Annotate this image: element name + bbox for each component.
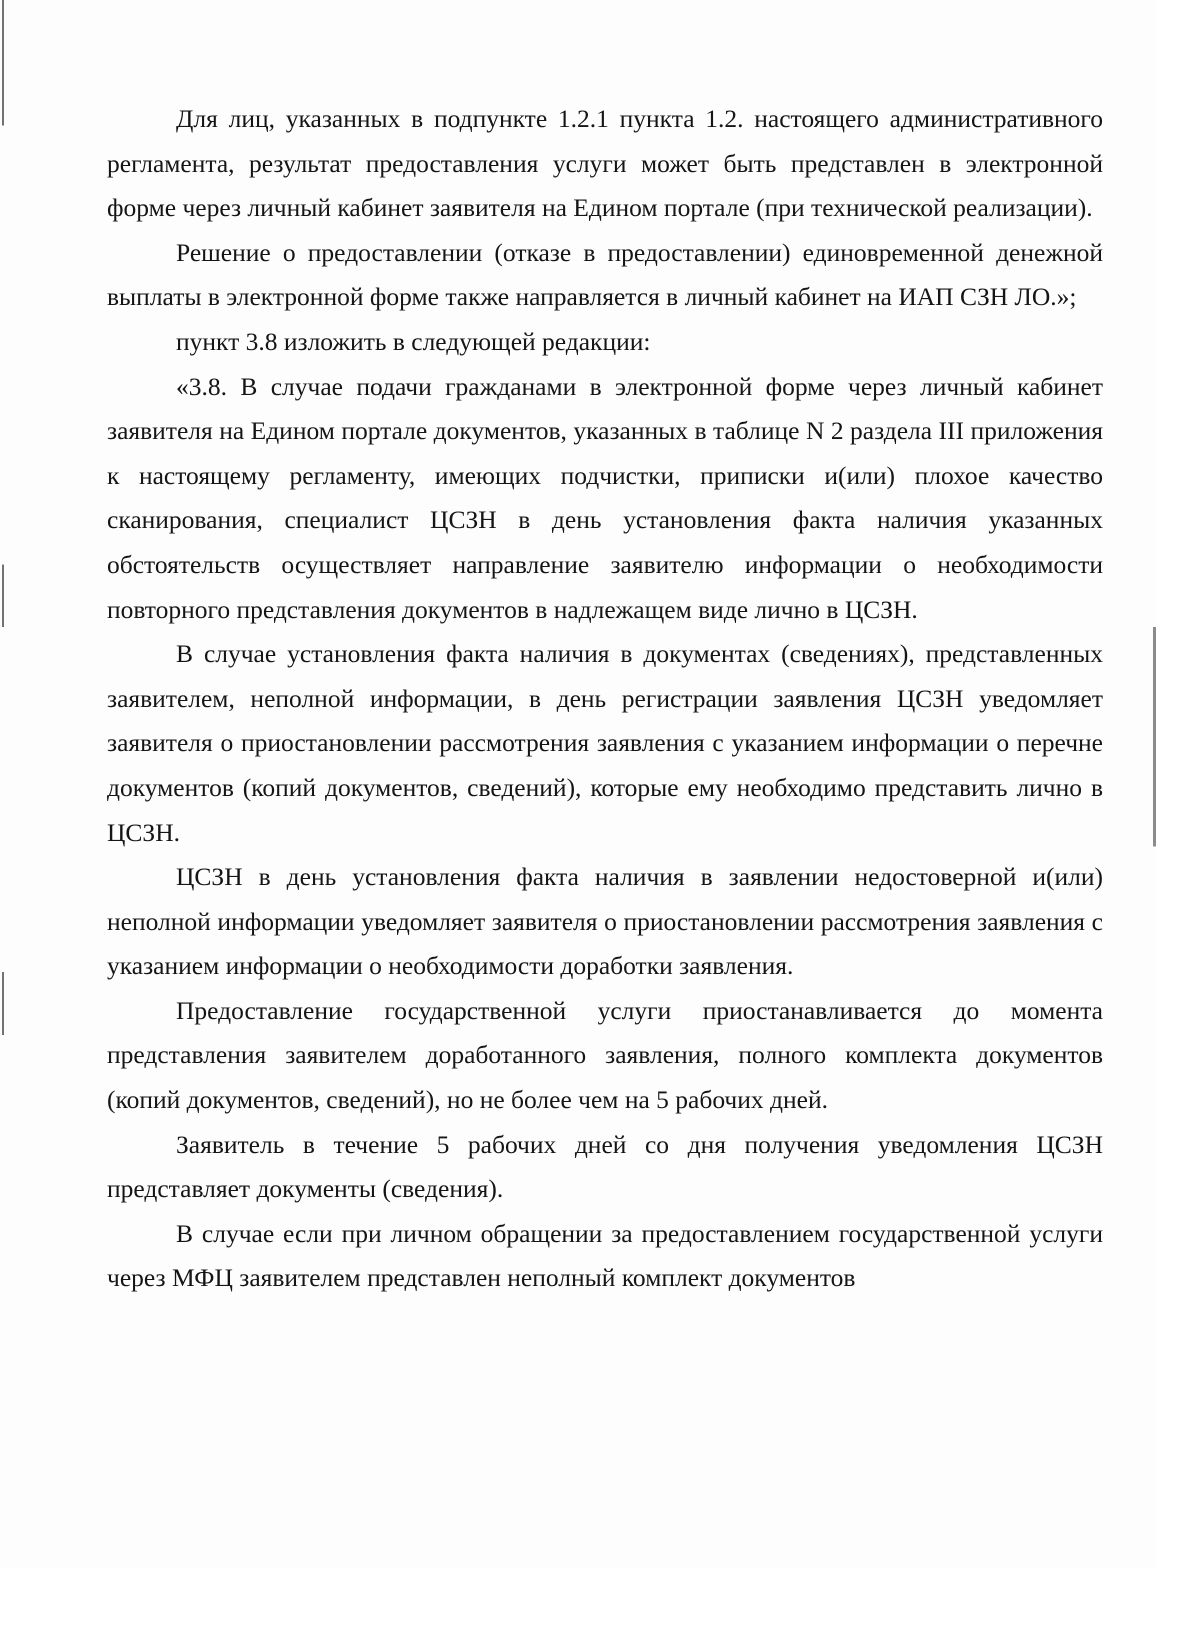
paragraph-applicant-deadline: Заявитель в течение 5 рабочих дней со дня получения уведомления ЦСЗН представляет документы (сведения).: [107, 1129, 1103, 1204]
scan-right-edge: [1153, 0, 1156, 1568]
paragraph-decision-cabinet: Решение о предоставлении (отказе в предоставлении) единовременной денежной выплаты в электронной форме также направляется в личный кабинет на ИАП СЗН ЛО.»;: [107, 237, 1103, 312]
paragraph-unreliable-info: ЦСЗН в день установления факта наличия в заявлении недостоверной и(или) неполной информации уведомляет заявителя о приостановлении рассмотрения заявления с указанием информации о необходимости доработки заявления.: [107, 862, 1103, 981]
paragraph-incomplete-info: В случае установления факта наличия в документах (сведениях), представленных заявителем, неполной информации, в день регистрации заявления ЦСЗН уведомляет заявителя о приостановлении рассмотрения заявления с указанием информации о перечне документов (копий документов, сведений), которые ему необходимо представить лично в ЦСЗН.: [107, 639, 1103, 847]
paragraph-result-electronic: Для лиц, указанных в подпункте 1.2.1 пункта 1.2. настоящего административного регламента, результат предоставления услуги может быть представлен в электронной форме через личный кабинет заявителя на Едином портале (при технической реализации).: [107, 104, 1103, 223]
document-body: [107, 97, 1103, 1301]
paragraph-3-8-text: «3.8. В случае подачи гражданами в электронной форме через личный кабинет заявителя на Едином портале документов, указанных в таблице N 2 раздела III приложения к настоящему регламенту, имеющих подчистки, приписки и(или) плохое качество сканирования, специалист ЦСЗН в день установления факта наличия указанных обстоятельств осуществляет направление заявителю информации о необходимости повторного представления документов в надлежащем виде лично в ЦСЗН.: [107, 371, 1103, 624]
paragraph-suspension: Предоставление государственной услуги приостанавливается до момента представления заявителем доработанного заявления, полного комплекта документов (копий документов, сведений), но не более чем на 5 рабочих дней.: [107, 995, 1103, 1115]
paragraph-mfc-incomplete: В случае если при личном обращении за предоставлением государственной услуги через МФЦ заявителем представлен неполный комплект документов: [107, 1218, 1103, 1293]
scan-left-edge: [2, 0, 4, 1568]
paragraph-amendment-3-8: пункт 3.8 изложить в следующей редакции:: [176, 326, 651, 356]
